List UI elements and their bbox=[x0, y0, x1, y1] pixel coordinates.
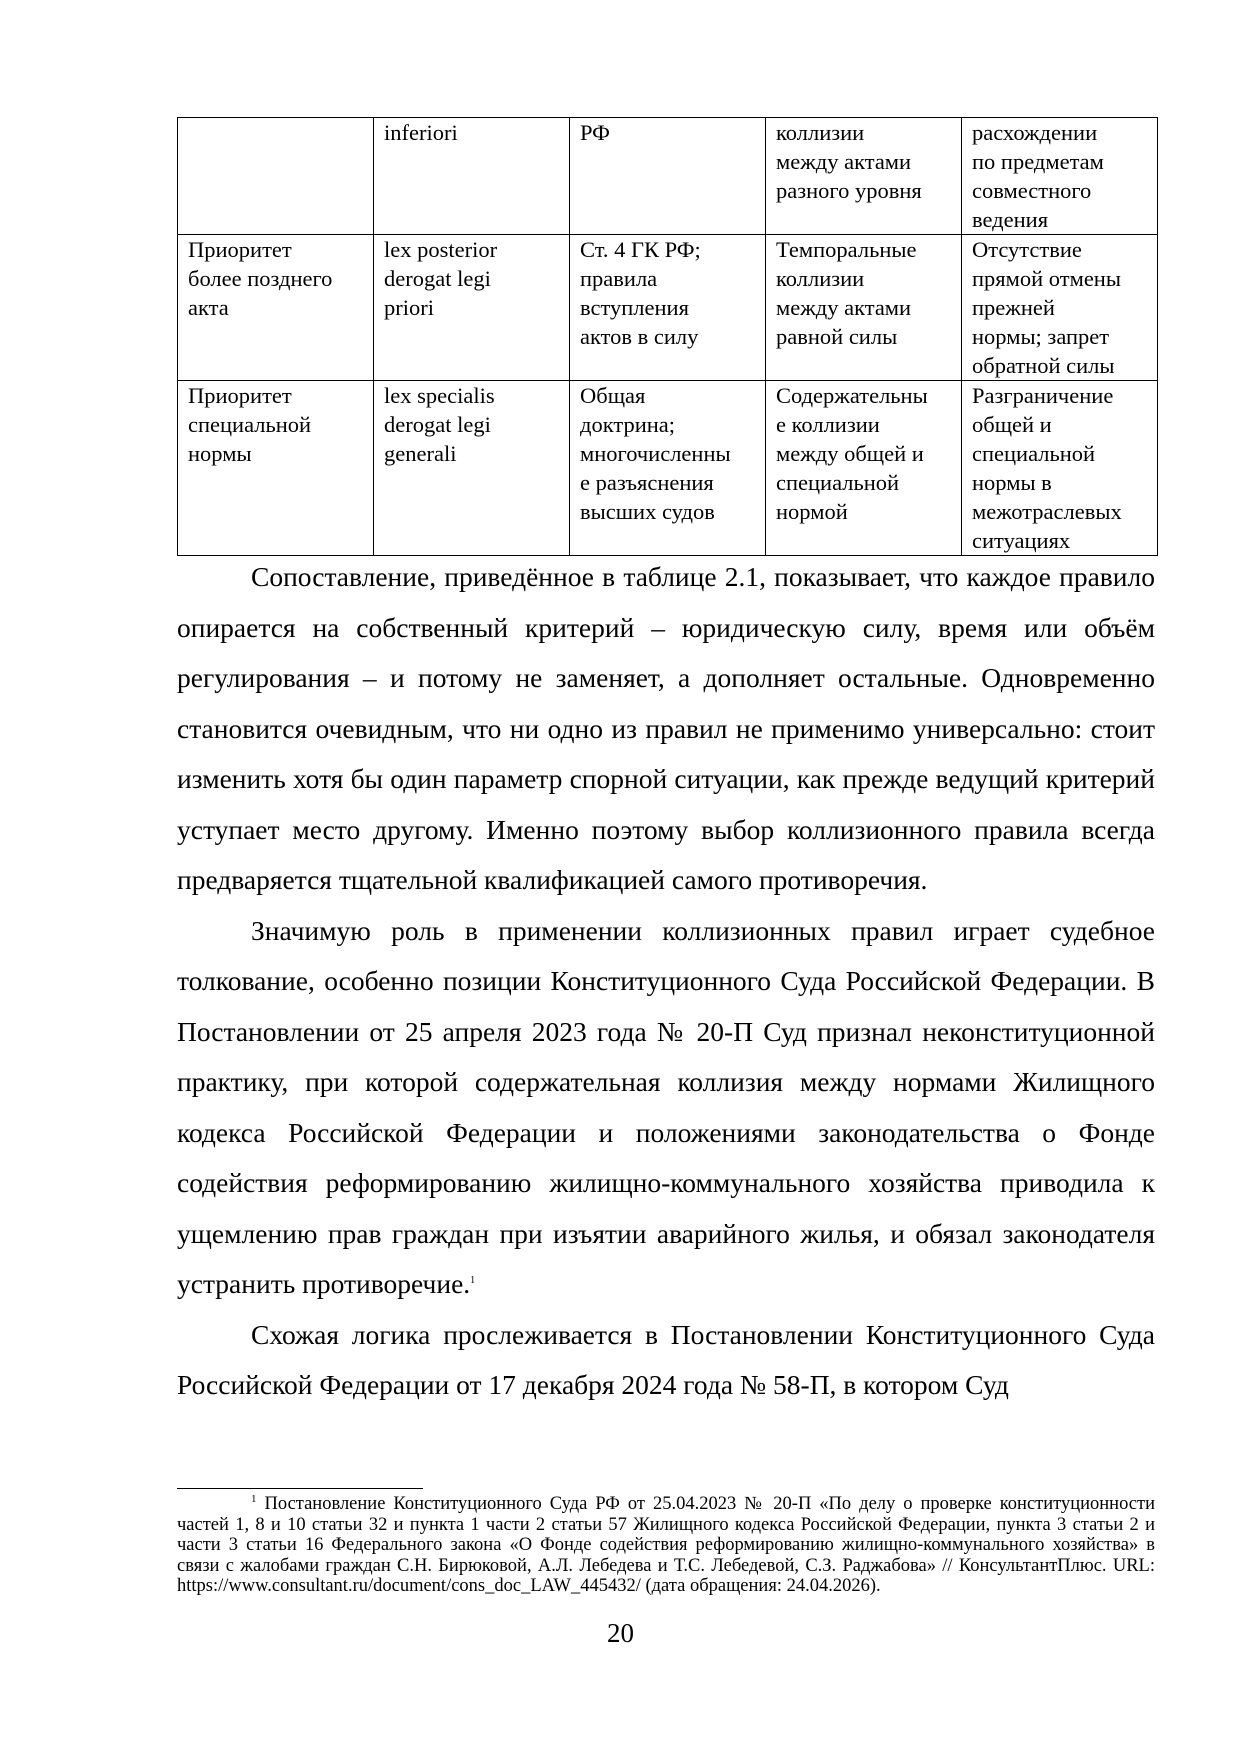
table-cell: Приоритет более позднего акта bbox=[178, 235, 374, 381]
table-cell: Приоритет специальной нормы bbox=[178, 381, 374, 556]
body-text bbox=[177, 552, 1155, 1411]
paragraph-3: Схожая логика прослеживается в Постановлении Конституционного Суда Российской Федерации от 17 декабря 2024 года № 58-П, в котором Суд bbox=[177, 1318, 1155, 1400]
table-cell: Общая доктрина; многочисленны е разъяснения высших судов bbox=[570, 381, 766, 556]
table-row bbox=[178, 381, 1158, 556]
table-body bbox=[178, 118, 1158, 556]
table-row bbox=[178, 235, 1158, 381]
footnote-number: 1 bbox=[251, 1492, 257, 1505]
table-cell bbox=[178, 118, 374, 235]
comparison-table bbox=[177, 117, 1158, 556]
footnote-text: Постановление Конституционного Суда РФ от 25.04.2023 № 20-П «По делу о проверке конституционности частей 1, 8 и 10 статьи 32 и пункта 1 части 2 статьи 57 Жилищного кодекса Российской Федерации, пункта 3 статьи 2 и части 3 статьи 16 Федерального закона «О Фонде содействия реформированию жилищно-коммунального хозяйства» в связи с жалобами граждан С.Н. Бирюковой, А.Л. Лебедева и Т.С. Лебедевой, С.З. Раджабова» // КонсультантПлюс. URL: bbox=[177, 1494, 1155, 1576]
table-cell: lex posterior derogat legi priori bbox=[374, 235, 570, 381]
table-cell: Темпоральные коллизии между актами равной силы bbox=[766, 235, 962, 381]
table-cell: lex specialis derogat legi generali bbox=[374, 381, 570, 556]
table-cell: Ст. 4 ГК РФ; правила вступления актов в силу bbox=[570, 235, 766, 381]
paragraph-2-text: Значимую роль в применении коллизионных правил играет судебное толкование, особенно позиции Конституционного Суда Российской Федерации. В Постановлении от 25 апреля 2023 года № 20-П Суд признал неконституционной практику, при которой содержательная коллизия между нормами Жилищного кодекса Российской Федерации и положениями законодательства о Фонде содействия реформированию жилищно-коммунального хозяйства приводила к ущемлению прав граждан при изъятии аварийного жилья, и обязал законодателя устранить противоречие. bbox=[177, 914, 1155, 1299]
paragraph-1: Сопоставление, приведённое в таблице 2.1, показывает, что каждое правило опирается на собственный критерий – юридическую силу, время или объём регулирования – и потому не заменяет, а дополняет остальные. Одновременно становится очевидным, что ни одно из правил не применимо универсально: стоит изменить хотя бы один параметр спорной ситуации, как прежде ведущий критерий уступает место другому. Именно поэтому выбор коллизионного правила всегда предваряется тщательной квалификацией самого противоречия. bbox=[177, 561, 1155, 895]
table-cell: Отсутствие прямой отмены прежней нормы; запрет обратной силы bbox=[962, 235, 1158, 381]
footnote-separator bbox=[177, 1488, 423, 1489]
table-cell: Разграничение общей и специальной нормы в межотраслевых ситуациях bbox=[962, 381, 1158, 556]
footnote bbox=[177, 1494, 1155, 1597]
table-cell: расхождении по предметам совместного ведения bbox=[962, 118, 1158, 235]
table-cell: коллизии между актами разного уровня bbox=[766, 118, 962, 235]
footnote-reference[interactable]: 1 bbox=[470, 1274, 476, 1286]
page-number: 20 bbox=[607, 1618, 634, 1648]
footnote-url-line[interactable]: https://www.consultant.ru/document/cons_doc_LAW_445432/ (дата обращения: 24.04.2026). bbox=[177, 1576, 881, 1597]
table-row bbox=[178, 118, 1158, 235]
paragraph-2 bbox=[177, 906, 1155, 1310]
table-cell: Содержательны е коллизии между общей и специальной нормой bbox=[766, 381, 962, 556]
table-cell: РФ bbox=[570, 118, 766, 235]
table-cell: inferiori bbox=[374, 118, 570, 235]
